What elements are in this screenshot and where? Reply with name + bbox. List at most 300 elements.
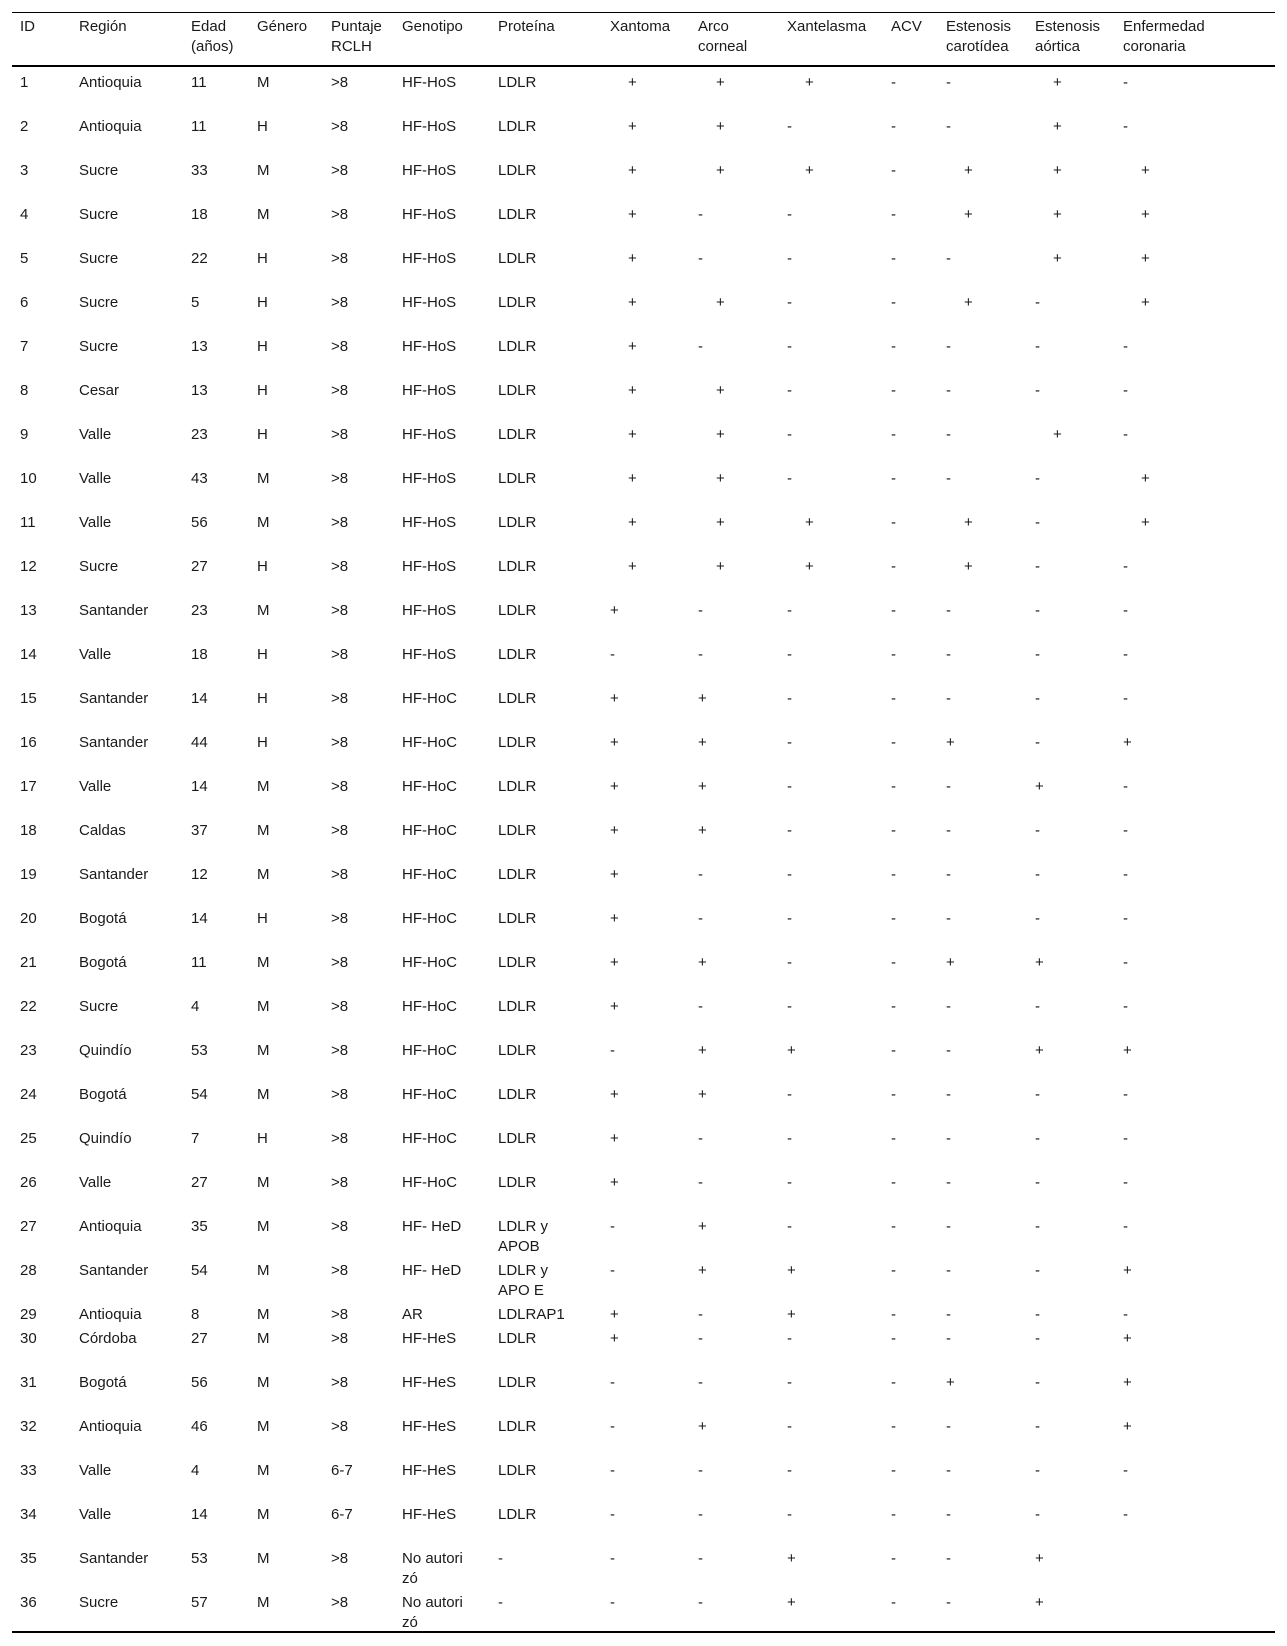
- table-cell: -: [946, 1130, 951, 1147]
- table-cell: Sucre: [79, 998, 119, 1015]
- table-cell: HF- HeD: [402, 1218, 462, 1235]
- table-cell: 8: [20, 382, 29, 399]
- table-cell: M: [257, 1262, 270, 1279]
- table-row: [12, 199, 1275, 243]
- table-cell: HF-HoS: [402, 382, 457, 399]
- table-row: [12, 859, 1275, 903]
- table-cell: No autorizó: [402, 1594, 463, 1631]
- table-cell: M: [257, 470, 270, 487]
- table-cell: 28: [20, 1262, 37, 1279]
- table-cell: 53: [191, 1042, 208, 1059]
- table-cell: 13: [191, 338, 208, 355]
- table-cell: -: [1035, 1130, 1040, 1147]
- table-cell: -: [891, 426, 896, 443]
- table-cell: -: [946, 338, 951, 355]
- table-cell: 22: [20, 998, 37, 1015]
- table-cell: 10: [20, 470, 37, 487]
- table-cell: 43: [191, 470, 208, 487]
- table-cell: LDLR y APOB: [498, 1218, 549, 1255]
- table-cell: -: [1035, 470, 1040, 487]
- table-cell: 4: [191, 998, 200, 1015]
- table-cell: -: [1123, 910, 1128, 927]
- column-header: Estenosis carotídea: [946, 18, 1012, 55]
- table-cell: -: [946, 1550, 951, 1567]
- table-cell: >8: [331, 778, 349, 795]
- table-cell: Valle: [79, 1174, 112, 1191]
- table-cell: -: [610, 1374, 615, 1391]
- table-cell: 18: [191, 206, 208, 223]
- table-cell: Sucre: [79, 250, 119, 267]
- table-cell: AR: [402, 1306, 423, 1323]
- table-cell: -: [891, 382, 896, 399]
- table-cell: +: [1141, 294, 1150, 311]
- table-cell: -: [891, 74, 896, 91]
- table-cell: Sucre: [79, 558, 119, 575]
- table-cell: -: [787, 1374, 792, 1391]
- table-cell: +: [716, 426, 725, 443]
- table-cell: Santander: [79, 866, 149, 883]
- table-cell: -: [1035, 690, 1040, 707]
- table-cell: LDLR: [498, 954, 537, 971]
- table-row: [12, 1411, 1275, 1455]
- table-cell: LDLR: [498, 1374, 537, 1391]
- table-cell: -: [1123, 558, 1128, 575]
- table-cell: -: [1123, 1218, 1128, 1235]
- table-cell: M: [257, 1218, 270, 1235]
- table-cell: -: [698, 910, 703, 927]
- table-cell: +: [964, 514, 973, 531]
- table-cell: -: [891, 1306, 896, 1323]
- table-cell: -: [1035, 1374, 1040, 1391]
- table-cell: -: [946, 426, 951, 443]
- table-cell: -: [610, 1462, 615, 1479]
- table-cell: >8: [331, 954, 349, 971]
- table-cell: 24: [20, 1086, 37, 1103]
- table-cell: 5: [191, 294, 200, 311]
- table-cell: -: [787, 822, 792, 839]
- table-cell: +: [628, 162, 637, 179]
- table-cell: +: [716, 74, 725, 91]
- table-cell: HF-HoS: [402, 602, 457, 619]
- table-cell: +: [628, 514, 637, 531]
- table-cell: 7: [191, 1130, 200, 1147]
- table-cell: LDLR: [498, 118, 537, 135]
- table-row: [12, 243, 1275, 287]
- table-cell: +: [964, 206, 973, 223]
- table-row: [12, 1299, 1275, 1323]
- table-cell: +: [1123, 1418, 1132, 1435]
- table-cell: 6-7: [331, 1462, 353, 1479]
- table-cell: >8: [331, 910, 349, 927]
- table-cell: Bogotá: [79, 910, 127, 927]
- table-cell: H: [257, 1130, 268, 1147]
- table-cell: HF-HoS: [402, 646, 457, 663]
- table-cell: 18: [20, 822, 37, 839]
- table-cell: 34: [20, 1506, 37, 1523]
- table-cell: 31: [20, 1374, 37, 1391]
- table-cell: +: [716, 470, 725, 487]
- table-cell: Valle: [79, 1506, 112, 1523]
- table-cell: 33: [20, 1462, 37, 1479]
- table-cell: H: [257, 118, 268, 135]
- table-cell: HF-HeS: [402, 1374, 457, 1391]
- table-cell: -: [1035, 866, 1040, 883]
- table-cell: >8: [331, 74, 349, 91]
- table-cell: +: [610, 1306, 619, 1323]
- table-cell: -: [891, 1462, 896, 1479]
- table-cell: HF-HoC: [402, 1042, 457, 1059]
- table-cell: H: [257, 294, 268, 311]
- table-cell: +: [964, 558, 973, 575]
- table-cell: -: [946, 1594, 951, 1611]
- table-cell: +: [787, 1594, 796, 1611]
- table-cell: +: [698, 822, 707, 839]
- table-cell: -: [498, 1550, 503, 1567]
- table-cell: -: [787, 338, 792, 355]
- table-cell: -: [891, 1550, 896, 1567]
- table-cell: +: [805, 514, 814, 531]
- table-cell: -: [946, 646, 951, 663]
- table-cell: +: [610, 822, 619, 839]
- table-cell: -: [946, 1174, 951, 1191]
- table-cell: >8: [331, 998, 349, 1015]
- table-cell: 8: [191, 1306, 200, 1323]
- table-cell: -: [1123, 338, 1128, 355]
- table-cell: -: [498, 1594, 503, 1611]
- table-cell: -: [946, 1086, 951, 1103]
- table-cell: >8: [331, 250, 349, 267]
- table-cell: LDLR: [498, 1330, 537, 1347]
- table-cell: Córdoba: [79, 1330, 137, 1347]
- table-cell: -: [946, 1306, 951, 1323]
- table-cell: -: [946, 822, 951, 839]
- table-cell: LDLR: [498, 294, 537, 311]
- table-cell: -: [946, 1506, 951, 1523]
- table-cell: Sucre: [79, 206, 119, 223]
- table-cell: 6-7: [331, 1506, 353, 1523]
- table-cell: >8: [331, 734, 349, 751]
- table-cell: Bogotá: [79, 1086, 127, 1103]
- table-cell: M: [257, 206, 270, 223]
- table-row: [12, 1455, 1275, 1499]
- table-cell: LDLR: [498, 998, 537, 1015]
- table-cell: LDLR: [498, 910, 537, 927]
- table-cell: -: [891, 294, 896, 311]
- column-header: Región: [79, 18, 127, 35]
- table-cell: -: [946, 1042, 951, 1059]
- table-row: [12, 463, 1275, 507]
- table-cell: -: [1035, 734, 1040, 751]
- table-cell: +: [610, 866, 619, 883]
- table-cell: -: [946, 1418, 951, 1435]
- table-cell: HF-HeS: [402, 1506, 457, 1523]
- column-header: Proteína: [498, 18, 555, 35]
- table-cell: +: [805, 558, 814, 575]
- table-cell: -: [610, 1594, 615, 1611]
- table-cell: +: [716, 514, 725, 531]
- column-header: Xantelasma: [787, 18, 867, 35]
- table-cell: -: [698, 1130, 703, 1147]
- table-cell: -: [610, 1550, 615, 1567]
- table-cell: -: [946, 470, 951, 487]
- table-cell: -: [787, 690, 792, 707]
- table-cell: 27: [191, 1174, 208, 1191]
- table-cell: >8: [331, 1594, 349, 1611]
- table-cell: -: [891, 1506, 896, 1523]
- table-row: [12, 727, 1275, 771]
- table-cell: LDLR: [498, 866, 537, 883]
- table-cell: >8: [331, 206, 349, 223]
- table-cell: -: [698, 998, 703, 1015]
- table-cell: LDLR: [498, 470, 537, 487]
- table-cell: -: [1035, 382, 1040, 399]
- table-cell: -: [787, 954, 792, 971]
- table-cell: -: [1035, 1174, 1040, 1191]
- table-cell: +: [610, 778, 619, 795]
- table-cell: +: [1123, 1330, 1132, 1347]
- table-cell: Santander: [79, 690, 149, 707]
- table-cell: Valle: [79, 426, 112, 443]
- table-row: [12, 1035, 1275, 1079]
- table-cell: +: [628, 294, 637, 311]
- table-cell: +: [716, 162, 725, 179]
- table-cell: -: [787, 1506, 792, 1523]
- table-cell: >8: [331, 1418, 349, 1435]
- table-cell: H: [257, 690, 268, 707]
- table-cell: H: [257, 646, 268, 663]
- table-cell: Santander: [79, 734, 149, 751]
- table-cell: 21: [20, 954, 37, 971]
- table-cell: +: [1053, 162, 1062, 179]
- table-cell: +: [1123, 1262, 1132, 1279]
- table-row: [12, 1167, 1275, 1211]
- table-cell: +: [1141, 206, 1150, 223]
- table-cell: H: [257, 426, 268, 443]
- table-cell: Sucre: [79, 294, 119, 311]
- table-cell: -: [787, 602, 792, 619]
- table-cell: LDLR y APO E: [498, 1262, 549, 1299]
- table-cell: -: [787, 1130, 792, 1147]
- table-cell: -: [1035, 1306, 1040, 1323]
- table-cell: +: [1141, 162, 1150, 179]
- table-cell: -: [787, 1218, 792, 1235]
- table-cell: 27: [191, 1330, 208, 1347]
- table-cell: -: [891, 1262, 896, 1279]
- table-row: [12, 507, 1275, 551]
- table-cell: -: [891, 822, 896, 839]
- table-cell: 32: [20, 1418, 37, 1435]
- table-cell: LDLRAP1: [498, 1306, 565, 1323]
- table-row: [12, 1499, 1275, 1543]
- table-cell: 17: [20, 778, 37, 795]
- table-cell: 4: [20, 206, 29, 223]
- table-cell: 30: [20, 1330, 37, 1347]
- table-cell: Santander: [79, 1262, 149, 1279]
- table-row: [12, 991, 1275, 1035]
- table-cell: 57: [191, 1594, 208, 1611]
- table-row: [12, 1211, 1275, 1255]
- table-cell: +: [610, 690, 619, 707]
- table-cell: +: [964, 162, 973, 179]
- table-cell: LDLR: [498, 822, 537, 839]
- table-cell: >8: [331, 646, 349, 663]
- table-cell: +: [698, 1086, 707, 1103]
- table-cell: HF-HeS: [402, 1418, 457, 1435]
- table-cell: 16: [20, 734, 37, 751]
- table-row: [12, 639, 1275, 683]
- table-cell: M: [257, 998, 270, 1015]
- table-cell: HF-HeS: [402, 1462, 457, 1479]
- table-cell: 29: [20, 1306, 37, 1323]
- table-cell: Sucre: [79, 338, 119, 355]
- table-cell: -: [787, 1418, 792, 1435]
- table-cell: >8: [331, 294, 349, 311]
- table-cell: -: [1035, 602, 1040, 619]
- table-body: [12, 67, 1275, 1633]
- table-cell: -: [891, 206, 896, 223]
- table-cell: -: [891, 338, 896, 355]
- table-cell: >8: [331, 1086, 349, 1103]
- table-cell: -: [1123, 118, 1128, 135]
- table-cell: +: [1123, 1374, 1132, 1391]
- table-cell: -: [891, 954, 896, 971]
- table-cell: +: [610, 1330, 619, 1347]
- table-cell: -: [1035, 1218, 1040, 1235]
- table-cell: +: [628, 382, 637, 399]
- table-cell: Quindío: [79, 1130, 132, 1147]
- table-cell: +: [698, 1042, 707, 1059]
- table-cell: 37: [191, 822, 208, 839]
- table-cell: -: [1123, 1130, 1128, 1147]
- table-cell: -: [787, 1462, 792, 1479]
- table-cell: +: [716, 558, 725, 575]
- table-row: [12, 67, 1275, 111]
- table-cell: +: [698, 1418, 707, 1435]
- table-cell: H: [257, 734, 268, 751]
- table-row: [12, 683, 1275, 727]
- table-cell: M: [257, 1174, 270, 1191]
- table-cell: -: [946, 250, 951, 267]
- table-cell: >8: [331, 338, 349, 355]
- table-cell: 27: [20, 1218, 37, 1235]
- table-cell: -: [787, 250, 792, 267]
- table-cell: H: [257, 558, 268, 575]
- table-cell: -: [946, 74, 951, 91]
- table-cell: 5: [20, 250, 29, 267]
- table-cell: -: [891, 1174, 896, 1191]
- table-cell: >8: [331, 382, 349, 399]
- table-cell: LDLR: [498, 1130, 537, 1147]
- column-header: Estenosis aórtica: [1035, 18, 1101, 55]
- table-cell: -: [698, 1506, 703, 1523]
- table-cell: Antioquia: [79, 1418, 142, 1435]
- table-cell: -: [787, 866, 792, 883]
- table-cell: 15: [20, 690, 37, 707]
- table-cell: HF-HoS: [402, 558, 457, 575]
- table-cell: 11: [191, 118, 207, 135]
- table-cell: -: [891, 866, 896, 883]
- table-cell: 13: [20, 602, 37, 619]
- table-cell: +: [787, 1262, 796, 1279]
- table-cell: >8: [331, 162, 349, 179]
- table-cell: HF-HoS: [402, 162, 457, 179]
- table-cell: Caldas: [79, 822, 126, 839]
- table-cell: +: [946, 734, 955, 751]
- table-row: [12, 1255, 1275, 1299]
- table-cell: M: [257, 778, 270, 795]
- table-cell: M: [257, 1594, 270, 1611]
- table-cell: 35: [191, 1218, 208, 1235]
- table-cell: 7: [20, 338, 29, 355]
- table-cell: HF-HoS: [402, 250, 457, 267]
- table-cell: -: [1035, 558, 1040, 575]
- table-cell: 12: [20, 558, 37, 575]
- table-cell: LDLR: [498, 514, 537, 531]
- table-cell: Santander: [79, 1550, 149, 1567]
- table-cell: -: [698, 250, 703, 267]
- table-cell: +: [610, 734, 619, 751]
- table-cell: -: [1035, 998, 1040, 1015]
- table-cell: HF-HoS: [402, 338, 457, 355]
- table-cell: -: [610, 1042, 615, 1059]
- table-cell: -: [1035, 1086, 1040, 1103]
- table-cell: +: [698, 1262, 707, 1279]
- table-cell: 19: [20, 866, 37, 883]
- table-cell: Sucre: [79, 162, 119, 179]
- table-cell: -: [1035, 910, 1040, 927]
- table-cell: -: [787, 118, 792, 135]
- table-cell: HF-HoS: [402, 514, 457, 531]
- table-cell: 53: [191, 1550, 208, 1567]
- table-cell: -: [1123, 426, 1128, 443]
- table-cell: >8: [331, 1330, 349, 1347]
- column-header: Edad (años): [191, 18, 234, 55]
- table-cell: -: [610, 1506, 615, 1523]
- table-cell: -: [946, 690, 951, 707]
- table-cell: -: [698, 1550, 703, 1567]
- table-cell: +: [610, 602, 619, 619]
- table-cell: HF-HeS: [402, 1330, 457, 1347]
- table-cell: M: [257, 74, 270, 91]
- table-cell: Bogotá: [79, 1374, 127, 1391]
- column-header: ID: [20, 18, 35, 35]
- table-cell: -: [698, 1330, 703, 1347]
- table-cell: HF-HoS: [402, 74, 457, 91]
- table-cell: +: [628, 558, 637, 575]
- table-cell: -: [698, 1374, 703, 1391]
- table-cell: HF-HoC: [402, 1174, 457, 1191]
- table-cell: LDLR: [498, 1042, 537, 1059]
- table-cell: -: [698, 338, 703, 355]
- column-header: Puntaje RCLH: [331, 18, 382, 55]
- table-cell: Antioquia: [79, 1306, 142, 1323]
- table-cell: M: [257, 1462, 270, 1479]
- table-cell: HF-HoC: [402, 866, 457, 883]
- table-cell: M: [257, 1042, 270, 1059]
- table-cell: LDLR: [498, 690, 537, 707]
- table-cell: HF-HoS: [402, 470, 457, 487]
- table-cell: +: [698, 734, 707, 751]
- table-row: [12, 1587, 1275, 1633]
- table-cell: -: [787, 778, 792, 795]
- table-cell: M: [257, 1086, 270, 1103]
- table-cell: -: [1123, 1462, 1128, 1479]
- table-cell: -: [1035, 1462, 1040, 1479]
- table-cell: 23: [20, 1042, 37, 1059]
- table-cell: +: [1141, 250, 1150, 267]
- table-cell: -: [787, 646, 792, 663]
- table-cell: >8: [331, 1374, 349, 1391]
